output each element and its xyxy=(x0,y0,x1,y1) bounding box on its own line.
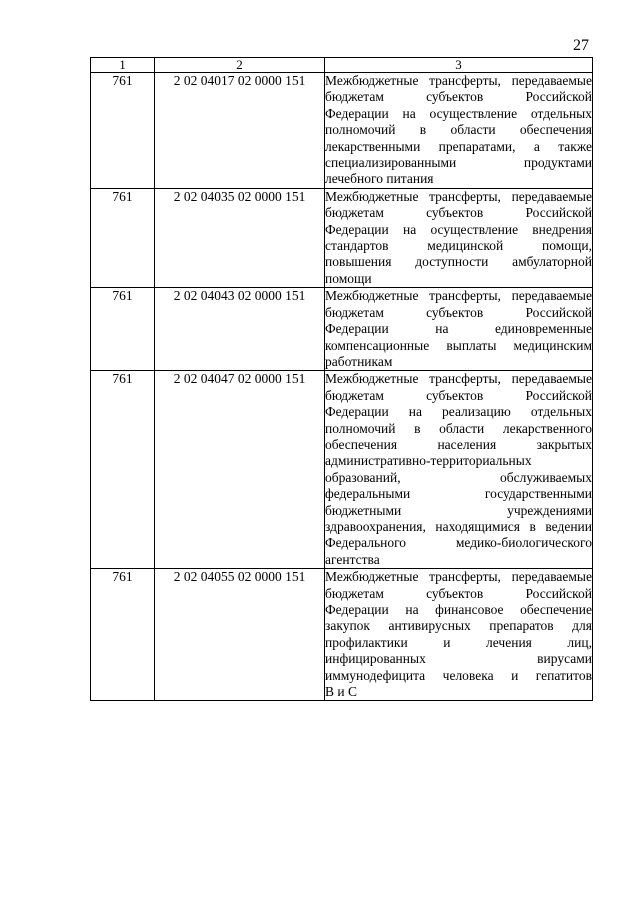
description-line: полномочий в области лекарственного xyxy=(325,420,592,436)
description-cell xyxy=(325,188,593,287)
administrator-code-cell: 761 xyxy=(91,288,155,371)
administrator-code-cell: 761 xyxy=(91,371,155,569)
description-line: В и С xyxy=(325,684,357,700)
table-row xyxy=(91,73,593,189)
description-cell xyxy=(325,73,593,189)
budget-code-cell: 2 02 04055 02 0000 151 xyxy=(155,569,325,701)
budget-code-cell: 2 02 04035 02 0000 151 xyxy=(155,188,325,287)
description-line: Межбюджетные трансферты, передаваемые xyxy=(325,371,592,387)
description-line: бюджетам субъектов Российской xyxy=(325,89,592,105)
description-line: Межбюджетные трансферты, передаваемые xyxy=(325,288,592,304)
administrator-code-cell: 761 xyxy=(91,569,155,701)
description-cell xyxy=(325,569,593,701)
description-line: полномочий в области обеспечения xyxy=(325,122,592,138)
description-cell xyxy=(325,288,593,371)
description-line: специализированными продуктами xyxy=(325,155,592,171)
description-line: профилактики и лечения лиц, xyxy=(325,634,592,650)
table-body xyxy=(91,73,593,701)
description-line: бюджетам субъектов Российской xyxy=(325,387,592,403)
description-line: повышения доступности амбулаторной xyxy=(325,254,592,270)
administrator-code-cell: 761 xyxy=(91,188,155,287)
description-line: Федерации на единовременные xyxy=(325,321,592,337)
description-line: работникам xyxy=(325,353,393,369)
budget-code-cell: 2 02 04043 02 0000 151 xyxy=(155,288,325,371)
description-line: бюджетам субъектов Российской xyxy=(325,585,592,601)
column-header-1: 1 xyxy=(91,58,155,73)
description-line: помощи xyxy=(325,270,372,286)
table-row xyxy=(91,569,593,701)
description-line: Федерации на реализацию отдельных xyxy=(325,404,592,420)
table-header-row xyxy=(91,58,593,73)
description-line: Федерации на осуществление внедрения xyxy=(325,221,592,237)
column-header-3: 3 xyxy=(325,58,593,73)
description-line: административно-территориальных xyxy=(325,453,532,469)
description-line: образований, обслуживаемых xyxy=(325,469,592,485)
description-line: Федерации на финансовое обеспечение xyxy=(325,602,592,617)
description-line: лекарственными препаратами, а также xyxy=(325,138,592,154)
description-line: компенсационные выплаты медицинским xyxy=(325,337,592,353)
description-line: закупок антивирусных препаратов для xyxy=(325,618,592,634)
description-line: иммунодефицита человека и гепатитов xyxy=(325,667,592,683)
budget-code-cell: 2 02 04017 02 0000 151 xyxy=(155,73,325,189)
budget-code-cell: 2 02 04047 02 0000 151 xyxy=(155,371,325,569)
column-header-2: 2 xyxy=(155,58,325,73)
description-line: здравоохранения, находящимися в ведении xyxy=(325,518,592,534)
description-line: агентства xyxy=(325,551,380,567)
description-line: стандартов медицинской помощи, xyxy=(325,238,592,254)
page-number: 27 xyxy=(573,37,589,54)
description-line: бюджетными учреждениями xyxy=(325,502,592,518)
description-line: Федерального медико-биологического xyxy=(325,535,592,551)
administrator-code-cell: 761 xyxy=(91,73,155,189)
description-cell xyxy=(325,371,593,569)
description-line: обеспечения населения закрытых xyxy=(325,436,592,452)
description-line: Федерации на осуществление отдельных xyxy=(325,105,592,121)
budget-classification-table xyxy=(90,57,593,701)
description-line: инфицированных вирусами xyxy=(325,651,592,667)
description-line: Межбюджетные трансферты, передаваемые xyxy=(325,188,592,204)
table-row xyxy=(91,288,593,371)
table-row xyxy=(91,371,593,569)
description-line: бюджетам субъектов Российской xyxy=(325,304,592,320)
description-line: Межбюджетные трансферты, передаваемые xyxy=(325,73,592,88)
description-line: федеральными государственными xyxy=(325,486,592,502)
description-line: лечебного питания xyxy=(325,171,434,187)
description-line: Межбюджетные трансферты, передаваемые xyxy=(325,569,592,585)
description-line: бюджетам субъектов Российской xyxy=(325,205,592,221)
table-row xyxy=(91,188,593,287)
